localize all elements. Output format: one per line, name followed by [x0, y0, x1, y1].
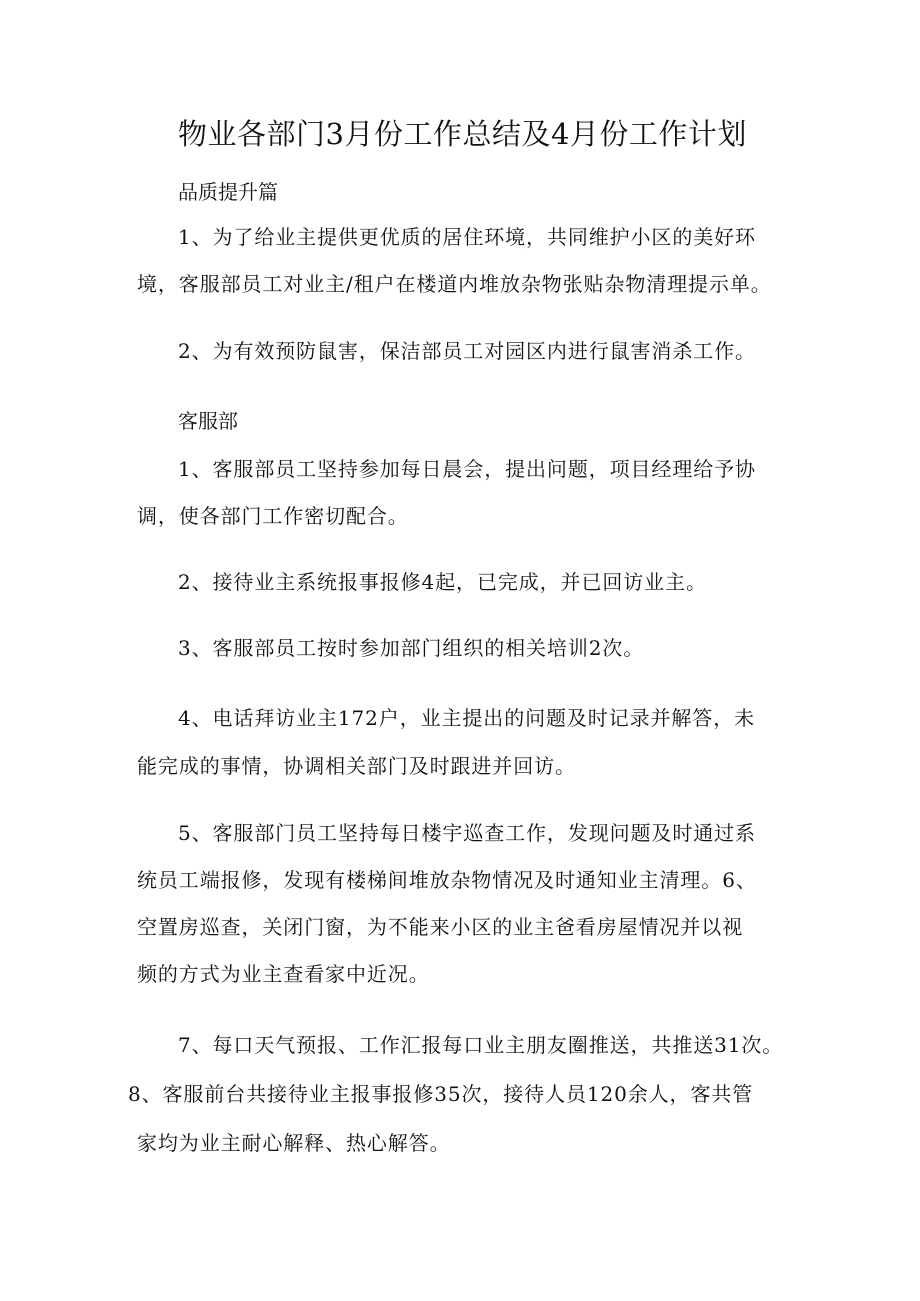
document-title: 物业各部门3月份工作总结及4月份工作计划	[178, 117, 747, 151]
paragraph-line: 能完成的事情，协调相关部门及时跟进并回访。	[137, 754, 576, 778]
paragraph-line: 1、客服部员工坚持参加每日晨会，提出问题，项目经理给予协	[178, 457, 756, 481]
paragraph-line: 统员工端报修，发现有楼梯间堆放杂物情况及时通知业主清理。6、	[137, 868, 757, 892]
paragraph-line: 2、为有效预防鼠害，保洁部员工对园区内进行鼠害消杀工作。	[178, 339, 756, 363]
paragraph-line: 调，使各部门工作密切配合。	[137, 504, 409, 528]
paragraph-line: 5、客服部门员工坚持每日楼宇巡查工作，发现问题及时通过系	[178, 821, 756, 845]
paragraph-line: 境，客服部员工对业主/租户在楼道内堆放杂物张贴杂物清理提示单。	[137, 272, 772, 296]
paragraph-line: 空置房巡查，关闭门窗，为不能来小区的业主爸看房屋情况并以视	[137, 915, 744, 939]
paragraph-line: 8、客服前台共接待业主报事报修35次，接待人员120余人，客共管	[128, 1082, 754, 1106]
paragraph-line: 1、为了给业主提供更优质的居住环境，共同维护小区的美好环	[178, 225, 756, 249]
paragraph-line: 频的方式为业主查看家中近况。	[137, 962, 430, 986]
paragraph-line: 7、每口天气预报、工作汇报每口业主朋友圈推送，共推送31次。	[178, 1033, 784, 1057]
paragraph-line: 4、电话拜访业主172户，业主提出的问题及时记录并解答，未	[178, 706, 755, 730]
paragraph-line: 3、客服部员工按时参加部门组织的相关培训2次。	[178, 636, 645, 660]
section-heading-quality: 品质提升篇	[178, 180, 278, 204]
paragraph-line: 家均为业主耐心解释、热心解答。	[137, 1131, 451, 1155]
paragraph-line: 2、接待业主系统报事报修4起，已完成，并已回访业主。	[178, 570, 707, 594]
section-heading-customer-service: 客服部	[178, 409, 238, 433]
